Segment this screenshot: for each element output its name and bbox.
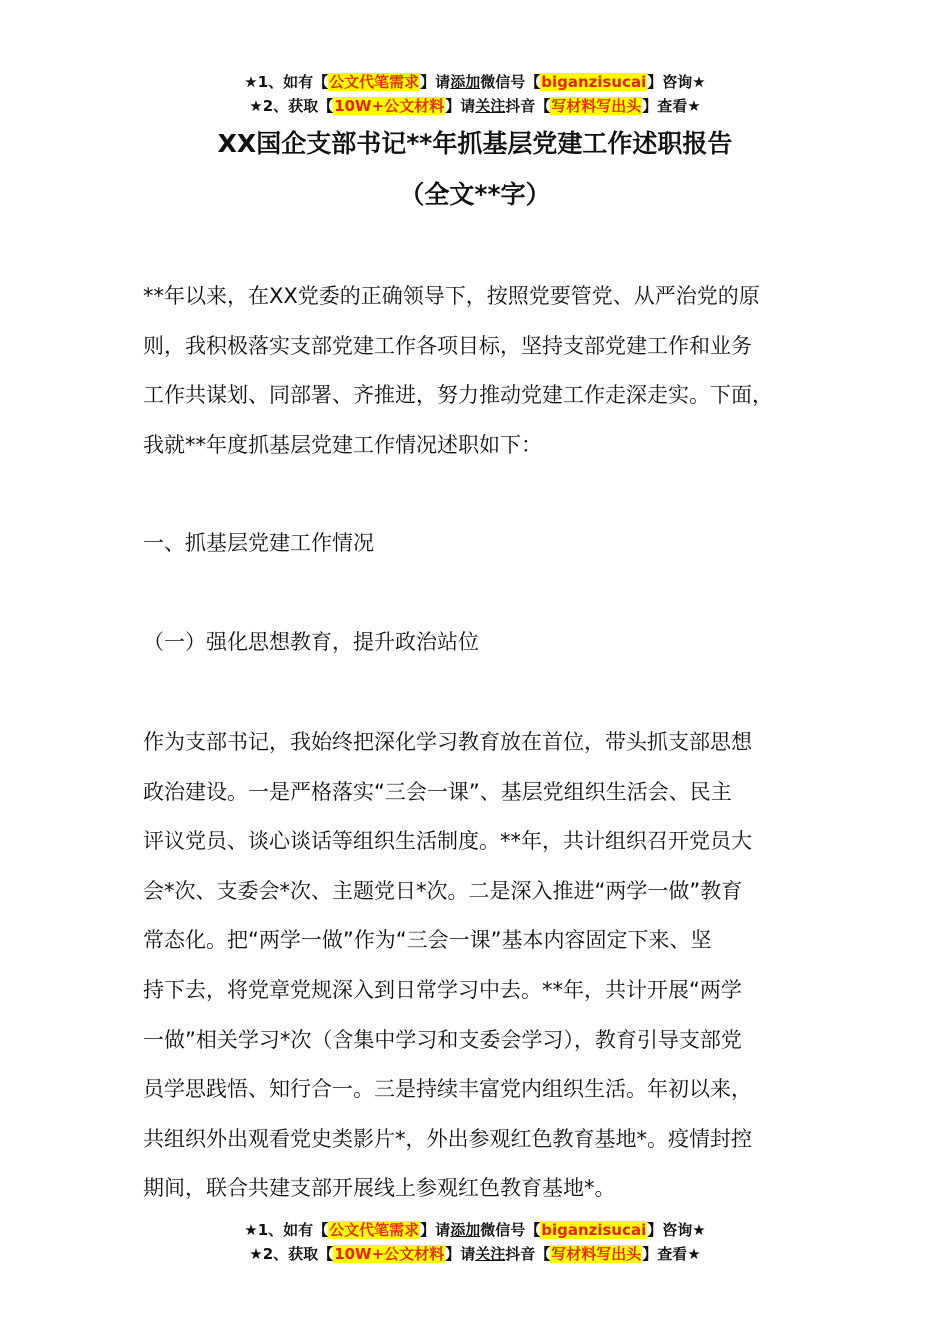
promo-highlight: 10W+公文材料 (334, 97, 445, 115)
promo-douyin-id: 写材料写出头 (551, 1245, 642, 1263)
text-line: 则，我积极落实支部党建工作各项目标，坚持支部党建工作和业务 (143, 333, 752, 358)
document-subtitle: （全文**字） (399, 180, 551, 209)
text-line: 政治建设。一是严格落实“三会一课”、基层党组织生活会、民主 (143, 779, 732, 804)
promo-line-2: ★2、获取【10W+公文材料】请关注抖音【写材料写出头】查看★ (249, 97, 701, 115)
text-line: 工作共谋划、同部署、齐推进，努力推动党建工作走深走实。下面， (143, 383, 773, 408)
footer-promo (0, 1218, 950, 1266)
promo-highlight: 公文代笔需求 (329, 1221, 420, 1239)
promo-douyin-id: 写材料写出头 (551, 97, 642, 115)
text-line: 共组织外出观看党史类影片*，外出参观红色教育基地*。疫情封控 (143, 1126, 752, 1151)
text-line: 期间，联合共建支部开展线上参观红色教育基地*。 (143, 1176, 616, 1201)
promo-line-2: ★2、获取【10W+公文材料】请关注抖音【写材料写出头】查看★ (249, 1245, 701, 1263)
text-line: 持下去，将党章党规深入到日常学习中去。**年，共计开展“两学 (143, 977, 742, 1002)
header-promo (0, 70, 950, 118)
text-line: 作为支部书记，我始终把深化学习教育放在首位，带头抓支部思想 (143, 730, 752, 754)
body-paragraph (143, 718, 833, 1214)
promo-wechat-id: biganzisucai (541, 1221, 647, 1239)
text-line: **年以来，在XX党委的正确领导下，按照党要管党、从严治党的原 (143, 284, 760, 308)
text-line: 一做”相关学习*次（含集中学习和支委会学习），教育引导支部党 (143, 1027, 742, 1052)
text-line: 员学思践悟、知行合一。三是持续丰富党内组织生活。年初以来， (143, 1077, 752, 1102)
document-title: XX国企支部书记**年抓基层党建工作述职报告 (217, 129, 733, 158)
section-heading: 一、抓基层党建工作情况 (143, 531, 374, 555)
intro-paragraph (143, 272, 833, 470)
promo-highlight: 10W+公文材料 (334, 1245, 445, 1263)
promo-highlight: 公文代笔需求 (329, 73, 420, 91)
promo-wechat-id: biganzisucai (541, 73, 647, 91)
text-line: 会*次、支委会*次、主题党日*次。二是深入推进“两学一做”教育 (143, 878, 743, 903)
text-line: 常态化。把“两学一做”作为“三会一课”基本内容固定下来、坚 (143, 928, 712, 953)
subsection-heading: （一）强化思想教育，提升政治站位 (143, 630, 479, 654)
promo-line-1: ★1、如有【公文代笔需求】请添加微信号【biganzisucai】咨询★ (244, 1221, 706, 1239)
promo-line-1: ★1、如有【公文代笔需求】请添加微信号【biganzisucai】咨询★ (244, 73, 706, 91)
text-line: 评议党员、谈心谈话等组织生活制度。**年，共计组织召开党员大 (143, 829, 752, 854)
text-line: 我就**年度抓基层党建工作情况述职如下： (143, 432, 542, 457)
